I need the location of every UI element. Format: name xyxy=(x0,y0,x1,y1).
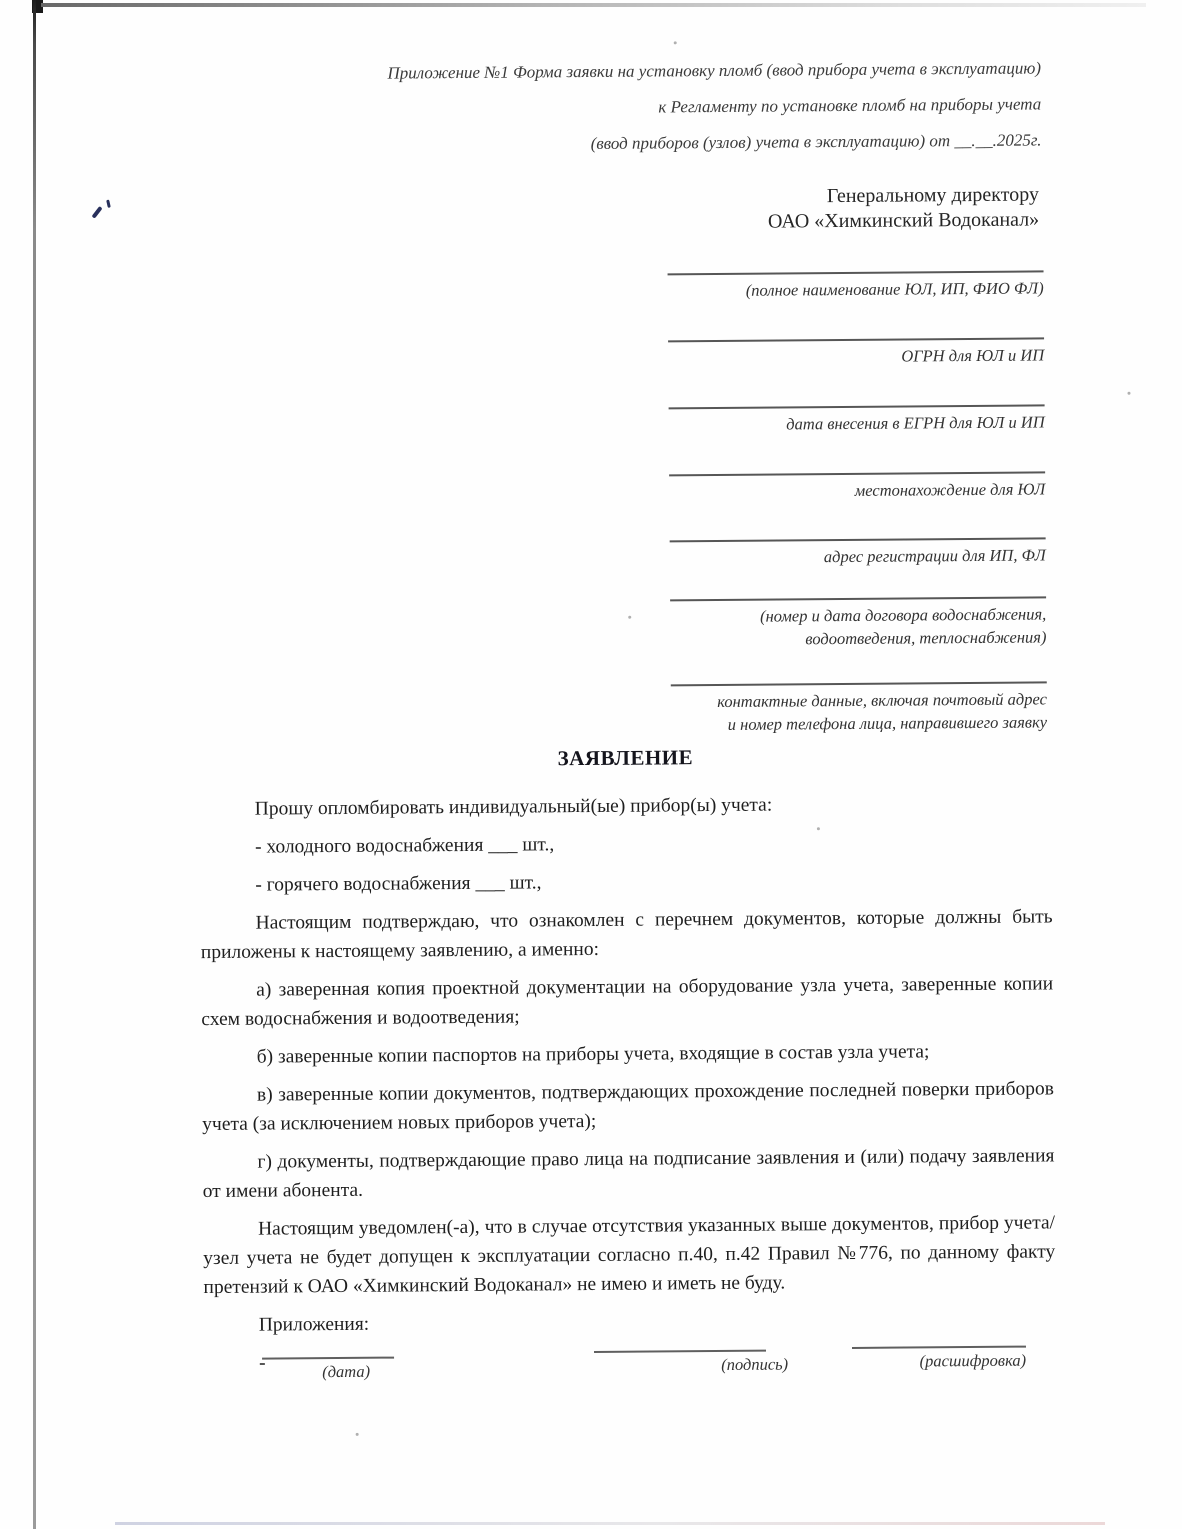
signature-name-field xyxy=(852,1346,1026,1372)
pen-mark xyxy=(106,200,111,208)
appendix-header-line-1: Приложение №1 Форма заявки на установку пломб (ввод прибора учета в эксплуатацию) xyxy=(387,58,1042,83)
document-title: ЗАЯВЛЕНИЕ xyxy=(557,745,694,771)
list-item-g: г) документы, подтверждающие право лица на подписание заявления и (или) подачу заявления от имени абонента. xyxy=(202,1145,1055,1203)
field-caption: контактные данные, включая почтовый адрес xyxy=(717,689,1047,712)
paragraph-notification: Настоящим уведомлен(-а), что в случае отсутствия указанных выше документов, прибор учета/узел учета не будет допущен к эксплуатации согласно п.40, п.42 Правил №776, по данному факту претензий к ОАО «Химкинский Водоканал» не имею и иметь не буду. xyxy=(203,1212,1056,1299)
blank-line xyxy=(262,1357,394,1360)
signature-date-field xyxy=(262,1357,394,1383)
addressee-organization: ОАО «Химкинский Водоканал» xyxy=(767,208,1040,233)
field-caption: ОГРН для ЮЛ и ИП xyxy=(901,345,1045,366)
blank-line xyxy=(671,681,1047,686)
blank-line xyxy=(670,537,1046,542)
field-caption: местонахождение для ЮЛ xyxy=(854,479,1046,500)
field-location xyxy=(669,471,1045,503)
scan-speck xyxy=(1127,392,1130,395)
paragraph-hot-water: - горячего водоснабжения ___ шт., xyxy=(255,872,542,896)
appendix-header xyxy=(321,50,1042,164)
attachments-label: Приложения: xyxy=(258,1313,370,1336)
blank-line xyxy=(668,337,1044,342)
blank-line xyxy=(852,1346,1026,1349)
field-caption: дата внесения в ЕГРН для ЮЛ и ИП xyxy=(786,412,1045,434)
list-item-v: в) заверенные копии документов, подтверждающих прохождение последней поверки приборов учета (за исключением новых приборов учета); xyxy=(202,1078,1055,1136)
blank-line xyxy=(668,270,1044,275)
field-contact-data xyxy=(671,681,1047,736)
date-caption: (дата) xyxy=(322,1361,371,1382)
field-caption: и номер телефона лица, направившего заявку xyxy=(727,712,1048,734)
scan-speck xyxy=(356,1433,359,1436)
field-caption: водоотведения, теплоснабжения) xyxy=(805,627,1047,649)
field-registration-address xyxy=(670,537,1046,569)
blank-line xyxy=(669,404,1045,409)
blank-line xyxy=(594,1350,766,1353)
list-item-b: б) заверенные копии паспортов на приборы учета, входящие в состав узла учета; xyxy=(256,1041,930,1068)
field-ogrn xyxy=(668,337,1044,369)
appendix-header-line-2: к Регламенту по установке пломб на приборы учета xyxy=(658,94,1042,117)
pen-mark xyxy=(92,206,103,219)
addressee-block xyxy=(768,182,1040,234)
field-egrn-date xyxy=(669,404,1045,436)
field-contract xyxy=(670,596,1046,651)
scan-speck xyxy=(628,616,631,619)
paragraph-request: Прошу опломбировать индивидуальный(ые) прибор(ы) учета: xyxy=(254,794,773,820)
sign-caption: (подпись) xyxy=(721,1354,789,1374)
list-item-a: а) заверенная копия проектной документации на оборудование узла учета, заверенные копии схем водоснабжения и водоотведения; xyxy=(201,973,1054,1031)
scan-speck xyxy=(674,41,677,44)
document-body xyxy=(199,740,1056,1378)
name-caption: (расшифровка) xyxy=(919,1350,1027,1371)
paragraph-confirmation: Настоящим подтверждаю, что ознакомлен с перечнем документов, которые должны быть приложены к настоящему заявлению, а именно: xyxy=(200,906,1053,964)
field-caption: (номер и дата договора водоснабжения, xyxy=(759,604,1047,626)
field-caption: адрес регистрации для ИП, ФЛ xyxy=(823,545,1046,567)
signature-sign-field xyxy=(594,1350,789,1376)
appendix-header-line-3: (ввод приборов (узлов) учета в эксплуатацию) от __.__.2025г. xyxy=(590,130,1042,153)
field-full-name xyxy=(668,270,1044,302)
blank-line xyxy=(670,596,1046,601)
addressee-position: Генеральному директору xyxy=(826,183,1040,208)
paragraph-cold-water: - холодного водоснабжения ___ шт., xyxy=(254,834,555,858)
blank-line xyxy=(669,471,1045,476)
attachments-item: - xyxy=(259,1352,266,1374)
field-caption: (полное наименование ЮЛ, ИП, ФИО ФЛ) xyxy=(745,278,1044,300)
